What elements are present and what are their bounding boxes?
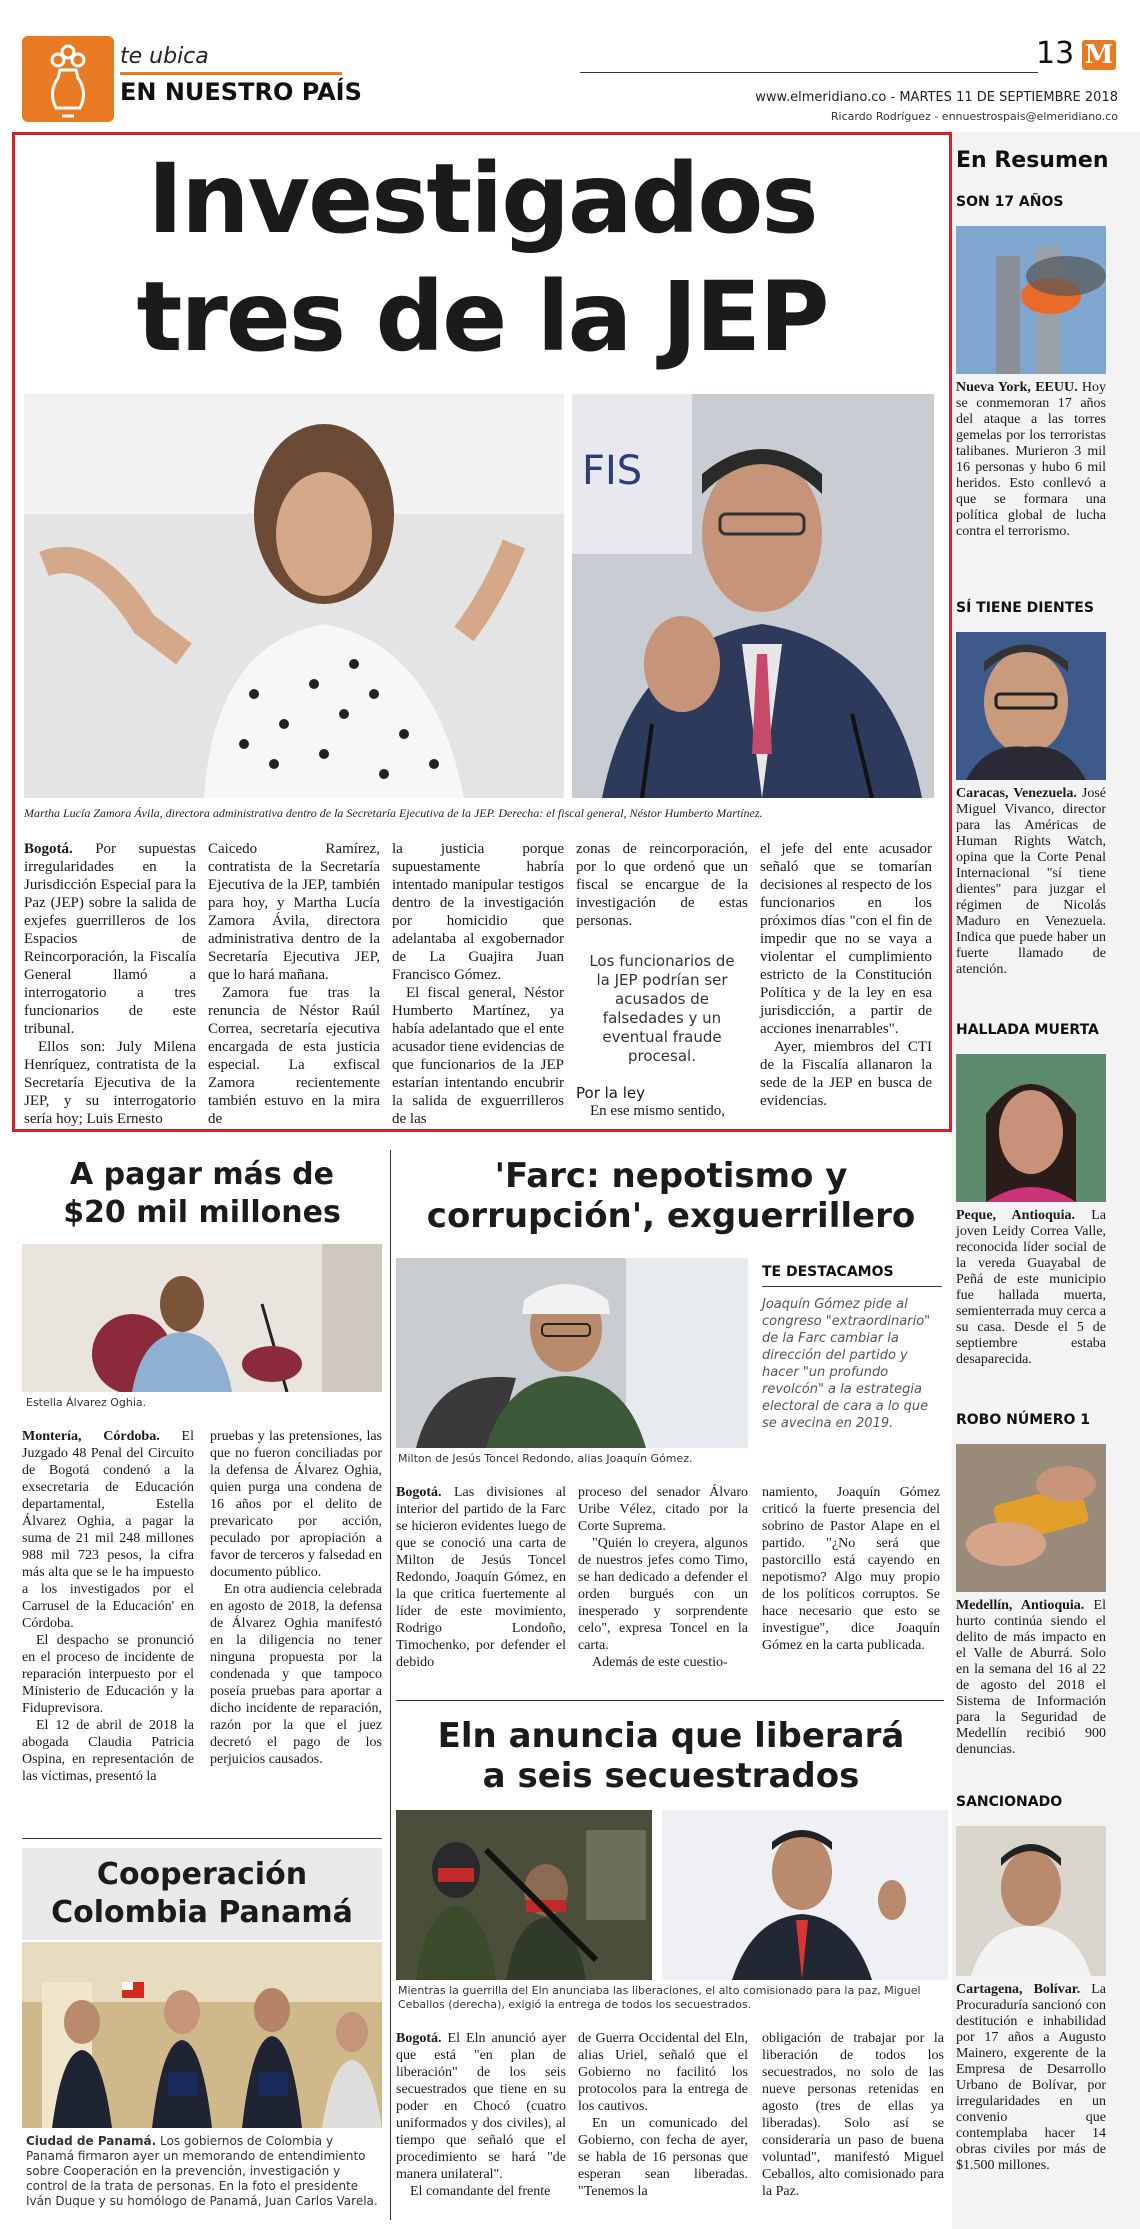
- kicker-rule: [120, 72, 342, 75]
- eln-headline-line1: Eln anuncia que liberará: [437, 1716, 905, 1756]
- farc-column-3: [762, 1484, 940, 1654]
- main-headline: [20, 140, 944, 376]
- main-col4-text: zonas de reincorporación, por lo que ordenó que un fiscal se encargue de la investigación de estas personas.: [576, 841, 748, 929]
- farc-lead-city: Bogotá.: [396, 1485, 442, 1500]
- pagar-headline: [22, 1156, 382, 1232]
- main-col5-text: el jefe del ente acusador señaló que se tomarían decisiones al respecto de los funcionarios en los próximos días "con el fin de impedir que no se vaya a violentar el cumplimiento estricto de la Constitución Política y de la ley en esa jurisdicción, a partir de acciones inenarrables".: [760, 841, 932, 1037]
- farc-headline-line1: 'Farc: nepotismo y: [494, 1156, 848, 1196]
- eln-photo-caption: Mientras la guerrilla del Eln anunciaba las liberaciones, el alto comisionado para la paz, Miguel Ceballos (derecha), exigió la entrega de todos los secuestrados.: [398, 1984, 921, 2011]
- pagar-headline-line1: A pagar más de: [70, 1157, 334, 1192]
- pagar-photo-caption: Estella Álvarez Oghia.: [26, 1396, 147, 1409]
- eln-col3-text: obligación de trabajar por la liberación de todos los secuestrados, no solo de las nueve personas retenidas en agosto (tres de ellas ya liberadas). Solo así se consideraría un paso de buena voluntad", manifestó Miguel Ceballos, alto comisionado para la Paz.: [762, 2031, 944, 2199]
- farc-headline-line2: corrupción', exguerrillero: [426, 1196, 916, 1236]
- photo-eln-guerrilla: [396, 1810, 652, 1980]
- section-divider: [396, 1700, 944, 1701]
- sidebar-photo-robo: [956, 1444, 1106, 1592]
- main-headline-line1: Investigados: [147, 143, 817, 255]
- pagar-column-2: [210, 1428, 382, 1768]
- coop-headline: [22, 1856, 382, 1932]
- dateline: www.elmeridiano.co - MARTES 11 DE SEPTIEMBRE 2018: [755, 90, 1118, 105]
- eln-col2-text: de Guerra Occidental del Eln, alias Uriel, señaló que el Gobierno no facilitó los protocolos para la entrega de los cautivos.: [578, 2031, 748, 2114]
- sidebar-item-body: Hoy se conmemoran 17 años del ataque a las torres gemelas por los terroristas talibanes. Murieron 3 mil 16 personas y hubo 6 mil heridos. Esto conllevó a que se formara una política global de lucha contra el terrorismo.: [956, 380, 1106, 539]
- newspaper-logo: M: [1082, 40, 1116, 70]
- sidebar-item-lead: Cartagena, Bolívar.: [956, 1982, 1081, 1997]
- sidebar-item-lead: Caracas, Venezuela.: [956, 786, 1077, 801]
- sidebar-item-lead: Nueva York, EEUU.: [956, 380, 1078, 395]
- farc-col2b-text: "Quién lo creyera, algunos de nuestros jefes como Timo, se han dedicado a defender el orden burgués con un inesperado y sorprendente celo", expresa Toncel en la carta.: [578, 1536, 748, 1653]
- byline: Ricardo Rodríguez - ennuestrospais@elmeridiano.co: [830, 110, 1118, 123]
- sidebar-item-label: SON 17 AÑOS: [956, 194, 1064, 210]
- coop-lead-city: Ciudad de Panamá.: [26, 2134, 157, 2148]
- main-column-3: [392, 840, 564, 1128]
- photo-joaquin-gomez: [396, 1258, 748, 1448]
- pagar-column-1: [22, 1428, 194, 1785]
- main-lead-city: Bogotá.: [24, 841, 73, 857]
- main-col4b-text: En ese mismo sentido,: [590, 1103, 725, 1119]
- pagar-col1-text: El Juzgado 48 Penal del Circuito de Bogotá condenó a la exsecretaria de Educación departamental, Estella Álvarez Oghia, a pagar la suma de 21 mil 248 millones 988 mil 723 pesos, la cifra más alta que se le ha impuesto a los investigados por el Carrusel de la Educación' en Córdoba.: [22, 1429, 194, 1631]
- photo-martinez: [572, 394, 934, 798]
- sidebar-item-text: [956, 786, 1106, 978]
- sidebar-photo-ny: [956, 226, 1106, 374]
- svg-text:FIS: FIS: [582, 448, 643, 494]
- eln-headline-line2: a seis secuestrados: [482, 1756, 860, 1796]
- pagar-col1b-text: El despacho se pronunció en el proceso de incidente de reparación interpuesto por el Ministerio de Educación y la Fiduprevisora.: [22, 1633, 194, 1716]
- sidebar-item-text: [956, 1598, 1106, 1758]
- sidebar-item-label: SANCIONADO: [956, 1794, 1063, 1810]
- te-destacamos-rule: [762, 1286, 942, 1287]
- eln-column-2: [578, 2030, 748, 2200]
- sidebar-item-text: [956, 1208, 1106, 1368]
- coop-body: [26, 2134, 378, 2209]
- te-destacamos-text: Joaquín Gómez pide al congreso "extraordinario" de la Farc cambiar la dirección del partido y hacer "un profundo revolcón" a la estrategia electoral de cara a lo que se avecina en 2019.: [762, 1297, 931, 1431]
- main-column-1: [24, 840, 196, 1128]
- section-kicker-bottom: EN NUESTRO PAÍS: [120, 78, 362, 106]
- eln-col2b-text: En un comunicado del Gobierno, con fecha de ayer, se habla de 16 personas que esperan sean liberadas. "Tenemos la: [578, 2116, 748, 2199]
- eln-col1-text: El Eln anunció ayer que está "en plan de liberación" de los seis secuestrados que tiene en su poder en Chocó (cuatro uniformados y dos civiles), al tiempo que señaló que el procedimiento se hará "de manera unilateral".: [396, 2031, 566, 2182]
- section-divider: [22, 1838, 382, 1839]
- main-col5b-text: Ayer, miembros del CTI de la Fiscalía allanaron la sede de la JEP en busca de evidencias.: [760, 1039, 932, 1109]
- sidebar-item-text: [956, 1982, 1106, 2174]
- pagar-headline-line2: $20 mil millones: [63, 1195, 341, 1230]
- eln-column-1: [396, 2030, 566, 2200]
- farc-column-1: [396, 1484, 566, 1671]
- page-number: 13: [1036, 36, 1075, 71]
- photo-alvarez: [22, 1244, 382, 1392]
- sidebar-photo-mainero: [956, 1826, 1106, 1976]
- main-column-2: [208, 840, 380, 1128]
- eln-column-3: [762, 2030, 944, 2200]
- main-column-5: [760, 840, 932, 1110]
- main-subhead: Por la ley: [576, 1084, 646, 1102]
- coop-headline-line2: Colombia Panamá: [51, 1895, 353, 1930]
- sidebar-photo-vivanco: [956, 632, 1106, 780]
- pagar-col2b-text: En otra audiencia celebrada en agosto de 2018, la defensa de Álvarez Oghia manifestó en la diligencia no tener ninguna propuesta por la condenada y que tampoco poseía pruebas para aportar a dicho incidente de reparación, razón por la que el juez decretó el pago de los perjuicios causados.: [210, 1582, 382, 1767]
- sidebar-title: En Resumen: [956, 148, 1109, 173]
- main-photo-caption: Martha Lucía Zamora Ávila, directora administrativa dentro de la Secretaría Ejecutiva de la JEP. Derecha: el fiscal general, Néstor Humberto Martínez.: [24, 806, 763, 820]
- main-col2-text: Caicedo Ramírez, contratista de la Secretaría Ejecutiva de la JEP, también para hoy, y Martha Lucía Zamora Ávila, directora administrativa dentro de la Secretaría Ejecutiva JEP, que lo hará mañana.: [208, 841, 380, 983]
- farc-column-2: [578, 1484, 748, 1671]
- sidebar-item-body: El hurto continúa siendo el delito de más impacto en el Valle de Aburrá. Solo en la semana del 16 al 22 de agosto del 2018 el Sistema de Información para la Seguridad de Medellín recibió 900 denuncias.: [956, 1598, 1106, 1757]
- section-logo: [22, 36, 114, 122]
- coop-body-text: Los gobiernos de Colombia y Panamá firmaron ayer un memorando de entendimiento sobre Cooperación en la prevención, investigación y control de la trata de personas. En la foto el presidente Iván Duque y su homólogo de Panamá, Juan Carlos Varela.: [26, 2134, 378, 2208]
- photo-zamora: [24, 394, 564, 798]
- photo-coop: [22, 1942, 382, 2128]
- farc-col2c-text: Además de este cuestio-: [592, 1655, 728, 1670]
- main-column-4: [576, 840, 748, 1120]
- sidebar-item-text: [956, 380, 1106, 540]
- main-col1-text: Por supuestas irregularidades en la Jurisdicción Especial para la Paz (JEP) sobre la salida de exjefes guerrilleros de los Espacios de Reincorporación, la Fiscalía General llamó a interrogatorio a tres funcionarios de este tribunal.: [24, 841, 196, 1037]
- sidebar-photo-leidy: [956, 1054, 1106, 1202]
- pagar-col1c-text: El 12 de abril de 2018 la abogada Claudia Patricia Ospina, en representación de las víctimas, presentó la: [22, 1718, 194, 1784]
- eln-headline: [396, 1716, 946, 1796]
- header-rule: [580, 72, 1038, 73]
- sidebar-item-lead: Medellín, Antioquia.: [956, 1598, 1085, 1613]
- sidebar-item-label: ROBO NÚMERO 1: [956, 1412, 1091, 1428]
- pull-quote: Los funcionarios de la JEP podrían ser acusados de falsedades y un eventual fraude procesal.: [589, 952, 735, 1065]
- main-col3-text: la justicia porque supuestamente habría intentado manipular testigos dentro de la investigación por homicidio que adelantaba al exgobernador de La Guajira Juan Francisco Gómez.: [392, 841, 564, 983]
- column-divider: [390, 1150, 391, 2220]
- farc-headline: [396, 1156, 946, 1236]
- sidebar-item-lead: Peque, Antioquia.: [956, 1208, 1075, 1223]
- eln-col1b-text: El comandante del frente: [410, 2184, 551, 2199]
- farc-col1-text: Las divisiones al interior del partido de la Farc se hicieron evidentes luego de que se conoció una carta de Milton de Jesús Toncel Redondo, Joaquín Gómez, en la que critica fuertemente al líder de este movimiento, Rodrigo Londoño, Timochenko, por defender el debido: [396, 1485, 566, 1670]
- coop-headline-line1: Cooperación: [96, 1857, 308, 1892]
- vase-icon: [22, 36, 114, 122]
- pagar-lead-city: Montería, Córdoba.: [22, 1429, 160, 1444]
- sidebar-item-label: SÍ TIENE DIENTES: [956, 600, 1094, 616]
- main-col1b-text: Ellos son: July Milena Henríquez, contratista de la Secretaría Ejecutiva de la JEP, y su interrogatorio sería hoy; Luis Ernesto: [24, 1039, 196, 1127]
- main-col2b-text: Zamora fue tras la renuncia de Néstor Raúl Correa, secretaría ejecutiva encargada de esta justicia especial. La exfiscal Zamora recientemente también estuvo en la mira de: [208, 985, 380, 1127]
- sidebar-item-body: La Procuraduría sancionó con destitución e inhabilidad por 17 años a Augusto Mainero, exgerente de la Empresa de Desarrollo Urbano de Bolívar, por irregularidades en un convenio que contemplaba hacer 14 obras civiles por más de $1.500 millones.: [956, 1982, 1106, 2173]
- sidebar-item-label: HALLADA MUERTA: [956, 1022, 1099, 1038]
- pagar-col2-text: pruebas y las pretensiones, las que no fueron conciliadas por la defensa de Álvarez Oghia, quien purga una condena de 16 años por el delito de prevaricato por acción, peculado por apropiación a favor de terceros y falsedad en documento público.: [210, 1429, 382, 1580]
- section-kicker-top: te ubica: [120, 44, 209, 69]
- farc-col2-text: proceso del senador Álvaro Uribe Vélez, citado por la Corte Suprema.: [578, 1485, 748, 1534]
- farc-photo-caption: Milton de Jesús Toncel Redondo, alias Joaquín Gómez.: [398, 1452, 693, 1465]
- farc-col3-text: namiento, Joaquín Gómez criticó la fuerte presencia del sobrino de Pastor Alape en el partido. "¿No será que pastorcillo está cayendo en nepotismo? Algo muy propio de los políticos corruptos. Se hace necesario que esto se investigue", dice Joaquín Gómez en la carta publicada.: [762, 1485, 940, 1653]
- main-headline-line2: tres de la JEP: [136, 261, 828, 373]
- sidebar-item-body: La joven Leidy Correa Valle, reconocida líder social de la vereda Guayabal de Peñá de este municipio fue hallada muerta, semienterrada muy cerca a su casa. Desde el 5 de septiembre estaba desaparecida.: [956, 1208, 1106, 1367]
- eln-lead-city: Bogotá.: [396, 2031, 442, 2046]
- main-col3b-text: El fiscal general, Néstor Humberto Martínez, ya había adelantado que el ente acusador tiene evidencias de que funcionarios de la JEP estarían intentando encubrir la salida de exguerrilleros de las: [392, 985, 564, 1127]
- sidebar-item-body: José Miguel Vivanco, director para las Américas de Human Rights Watch, opina que la Corte Penal Internacional "sí tiene dientes" para juzgar el régimen de Nicolás Maduro en Venezuela. Indica que puede haber un fuerte llamado de atención.: [956, 786, 1106, 977]
- photo-ceballos: [662, 1810, 948, 1980]
- te-destacamos-label: TE DESTACAMOS: [762, 1264, 894, 1280]
